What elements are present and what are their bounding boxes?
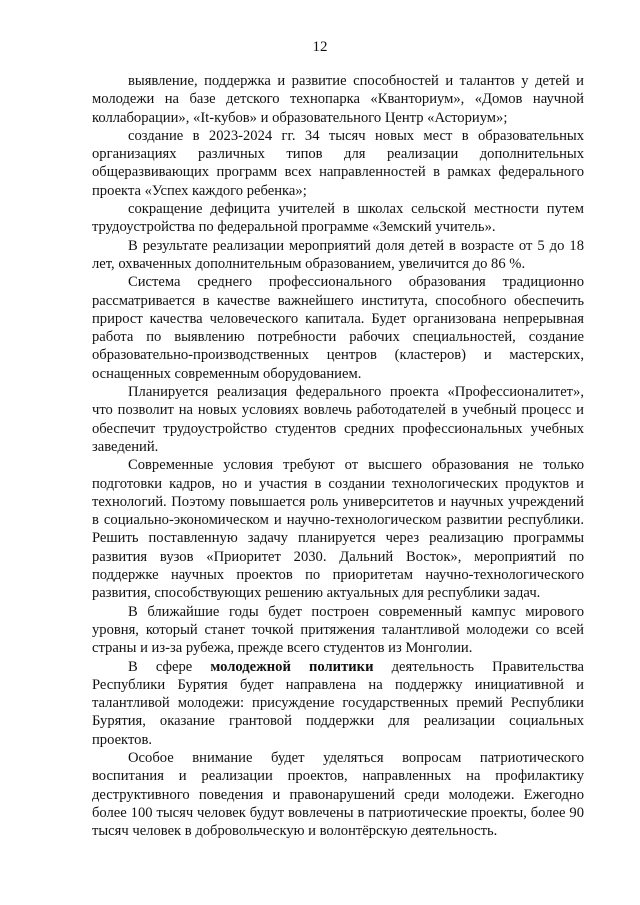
paragraph-result-share: В результате реализации мероприятий доля детей в возрасте от 5 до 18 лет, охваченных дополнительным образованием, увеличится до 86 %. bbox=[92, 237, 584, 272]
youth-policy-bold: молодежной политики bbox=[210, 658, 374, 675]
paragraph-teacher-deficit: сокращение дефицита учителей в школах сельской местности путем трудоустройства по федеральной программе «Земский учитель». bbox=[92, 201, 584, 236]
paragraph-talent-development: выявление, поддержка и развитие способностей и талантов у детей и молодежи на базе детского технопарка «Кванториум», «Домов научной коллаборации», «It-кубов» и образовательного Центр «Асториум»; bbox=[92, 73, 584, 126]
paragraph-professionalitet: Планируется реализация федерального проекта «Профессионалитет», что позволит на новых условиях вовлечь работодателей в учебный процесс и обеспечит трудоустройство студентов средних профессиональных учебных заведений. bbox=[92, 384, 584, 455]
paragraph-patriotic-education: Особое внимание будет уделяться вопросам патриотического воспитания и реализации проектов, направленных на профилактику деструктивного поведения и правонарушений среди молодежи. Ежегодно более 100 тысяч человек будут вовлечены в патриотические проекты, более 90 тысяч человек в добровольческую и волонтёрскую деятельность. bbox=[92, 749, 584, 840]
paragraph-secondary-vocational: Система среднего профессионального образования традиционно рассматривается в качестве важнейшего института, способного обеспечить прирост качества человеческого капитала. Будет организована непрерывная работа по выявлению потребности рабочих специальностей, создание образовательно-производственных центров (кластеров) и мастерских, оснащенных современным оборудованием. bbox=[92, 274, 584, 382]
paragraph-campus: В ближайшие годы будет построен современный кампус мирового уровня, который станет точкой притяжения талантливой молодежи со всей страны и из-за рубежа, прежде всего студентов из Монголии. bbox=[92, 603, 584, 657]
paragraph-youth-policy bbox=[92, 658, 584, 749]
page-number: 12 bbox=[312, 39, 328, 55]
youth-policy-rest: деятельность Правительства Республики Бурятия будет направлена на поддержку инициативной и талантливой молодежи: присуждение государственных премий Республики Бурятия, оказание грантовой поддержки для реализации социальных проектов. bbox=[92, 658, 584, 748]
youth-policy-intro: В сфере bbox=[128, 658, 211, 675]
document-body bbox=[92, 72, 584, 840]
paragraph-new-places: создание в 2023-2024 гг. 34 тысяч новых мест в образовательных организациях различных типов для реализации дополнительных общеразвивающих программ всех направленностей в рамках федерального проекта «Успех каждого ребенка»; bbox=[92, 127, 584, 199]
paragraph-higher-education: Современные условия требуют от высшего образования не только подготовки кадров, но и участия в создании технологических продуктов и технологий. Поэтому повышается роль университетов и научных учреждений в социально-экономическом и научно-технологическом развитии республики. Решить поставленную задачу планируется через реализацию программы развития вузов «Приоритет 2030. Дальний Восток», мероприятий по поддержке научных проектов по приоритетам научно-технологического развития, способствующих решению актуальных для республики задач. bbox=[92, 457, 584, 602]
